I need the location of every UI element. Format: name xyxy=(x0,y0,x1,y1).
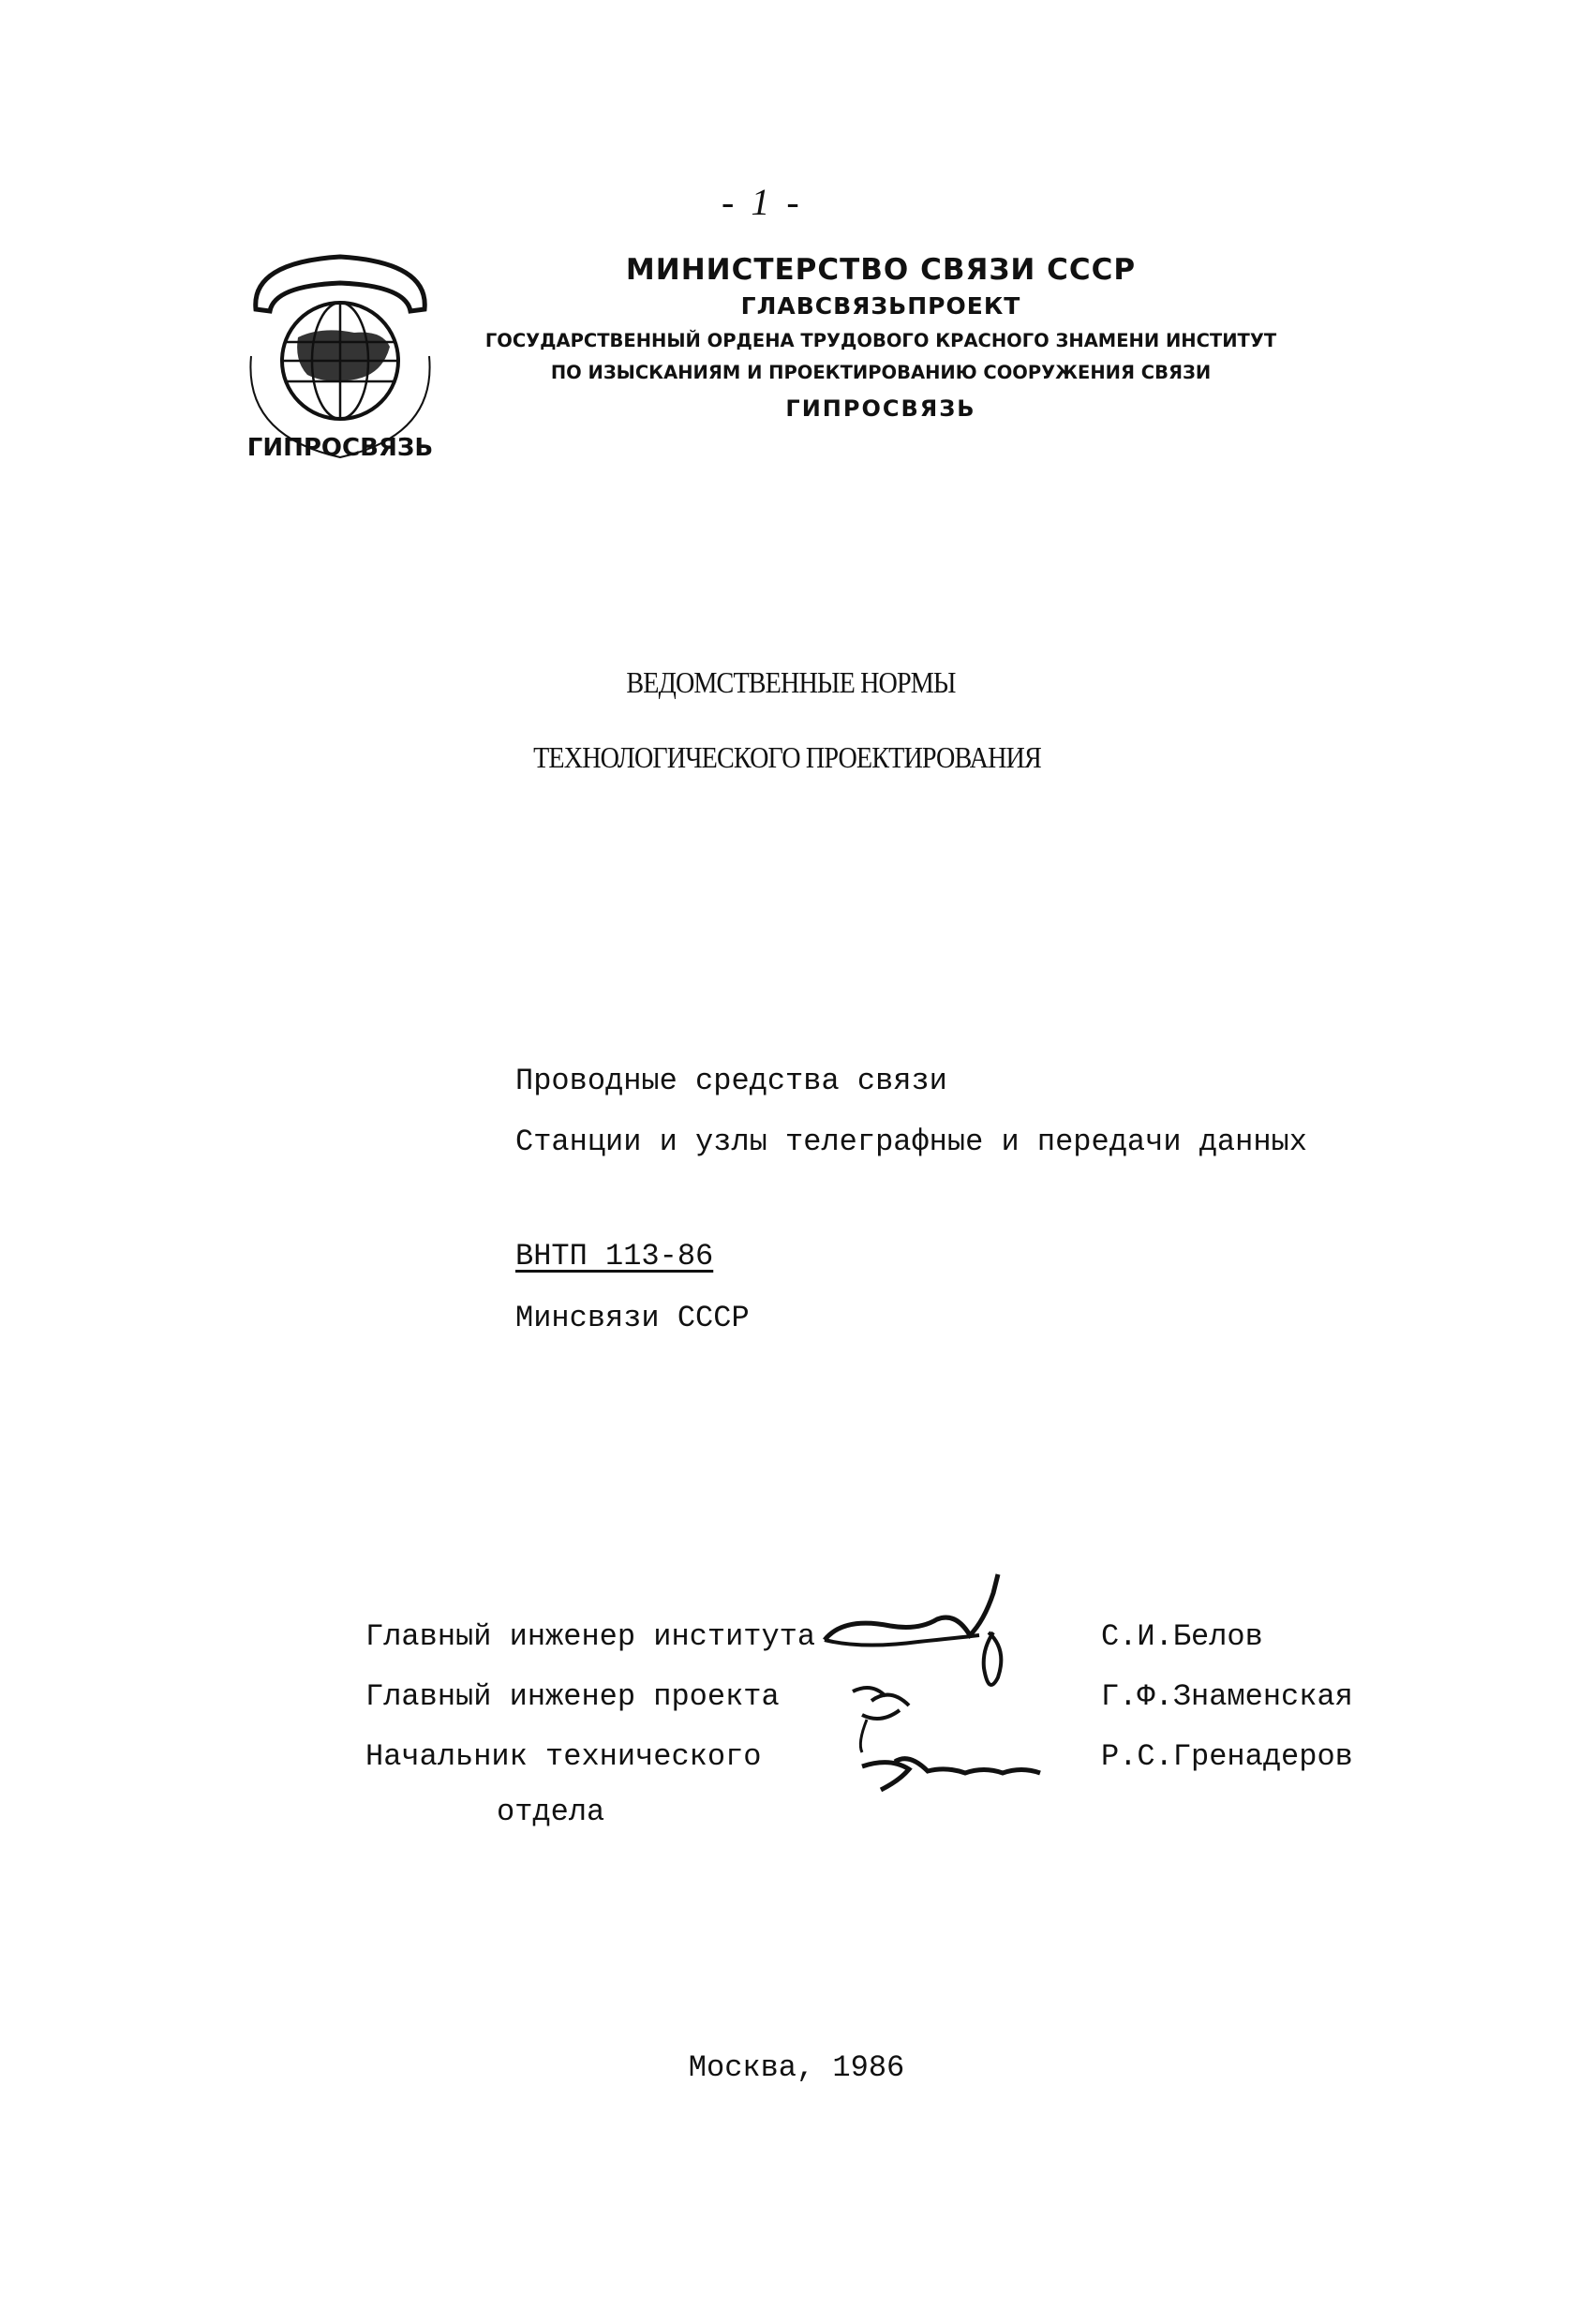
org-glav: ГЛАВСВЯЗЬПРОЕКТ xyxy=(740,292,1021,320)
page-number: - 1 - xyxy=(722,181,803,223)
city-year: Москва, 1986 xyxy=(688,2050,905,2085)
handwritten-signatures-icon xyxy=(806,1565,1087,1837)
signatory-3-position: Начальник технического xyxy=(365,1739,762,1774)
org-short-name: ГИПРОСВЯЗЬ xyxy=(785,395,976,422)
org-ministry: МИНИСТЕРСТВО СВЯЗИ СССР xyxy=(625,253,1137,287)
signatory-2-name: Г.Ф.Знаменская xyxy=(1101,1679,1353,1714)
issuer: Минсвязи СССР xyxy=(515,1301,750,1335)
logo-text: ГИПРОСВЯЗЬ xyxy=(246,434,434,462)
signatory-3-position-cont: отдела xyxy=(497,1795,605,1829)
signatory-1-position: Главный инженер института xyxy=(365,1619,816,1654)
doc-title-line2: ТЕХНОЛОГИЧЕСКОГО ПРОЕКТИРОВАНИЯ xyxy=(533,740,1041,774)
subject-line2: Станции и узлы телеграфные и передачи данных xyxy=(515,1125,1307,1159)
signatory-3-name: Р.С.Гренадеров xyxy=(1101,1739,1353,1774)
document-code: ВНТП 113-86 xyxy=(515,1239,714,1274)
subject-line1: Проводные средства связи xyxy=(515,1064,947,1098)
signatory-1-name: С.И.Белов xyxy=(1101,1619,1263,1654)
signatory-2-position: Главный инженер проекта xyxy=(365,1679,780,1714)
org-institute-line1: ГОСУДАРСТВЕННЫЙ ОРДЕНА ТРУДОВОГО КРАСНОГО ЗНАМЕНИ ИНСТИТУТ xyxy=(484,330,1277,351)
org-institute-line2: ПО ИЗЫСКАНИЯМ И ПРОЕКТИРОВАНИЮ СООРУЖЕНИЯ СВЯЗИ xyxy=(550,362,1212,383)
doc-title-line1: ВЕДОМСТВЕННЫЕ НОРМЫ xyxy=(626,665,956,699)
